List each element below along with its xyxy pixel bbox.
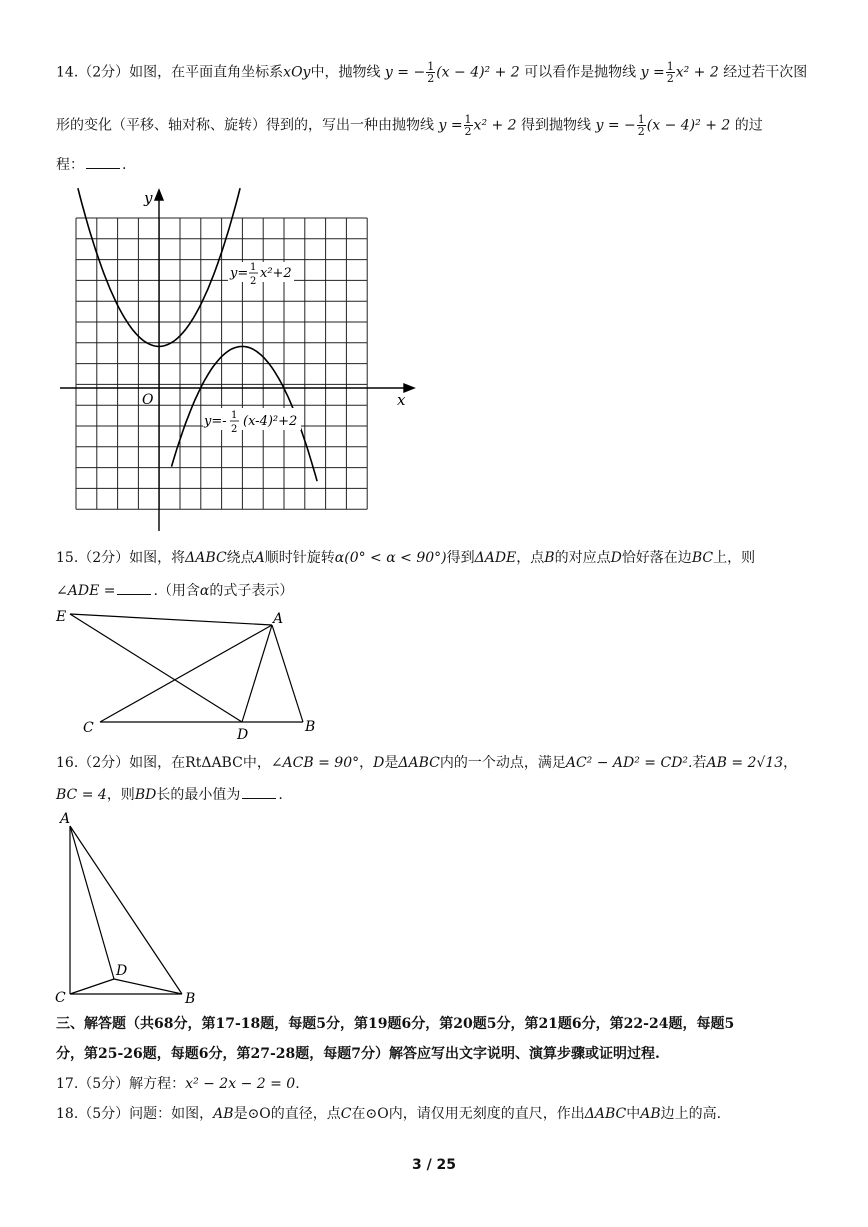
point-C-label: C xyxy=(55,990,66,1006)
q17: 17.（5分）解方程：x² − 2x − 2 = 0. xyxy=(56,1076,300,1092)
q16-triangle-figure xyxy=(50,805,210,1010)
answer-blank xyxy=(86,154,120,169)
origin-label: O xyxy=(142,392,154,408)
y-axis-label: y xyxy=(144,189,153,207)
answer-blank xyxy=(117,580,151,595)
q15-rotation-figure xyxy=(50,600,330,745)
q14-parabola-figure xyxy=(55,185,425,537)
point-D-label: D xyxy=(116,963,128,979)
point-B-label: B xyxy=(185,991,196,1007)
svg-text:y=: y= xyxy=(230,266,249,281)
q16-line2: BC = 4，则BD长的最小值为 . xyxy=(56,784,283,805)
q15-line1: 15.（2分）如图，将ΔABC绕点A顺时针旋转α(0° < α < 90°)得到ΔADE，点B的对应点D恰好落在边BC上，则 xyxy=(56,550,756,566)
x-axis-arrow xyxy=(404,384,414,392)
x-axis-label: x xyxy=(397,391,406,409)
q14-line3: 程： . xyxy=(56,154,126,175)
section3-heading-line1: 三、解答题（共68分，第17-18题，每题5分，第19题6分，第20题5分，第21题6分，第22-24题，每题5 xyxy=(56,1016,735,1032)
svg-text:2: 2 xyxy=(231,424,238,435)
section3-heading-line2: 分，第25-26题，每题6分，第27-28题，每题7分）解答应写出文字说明、演算步骤或证明过程. xyxy=(56,1046,660,1062)
q14-line1: 14.（2分）如图，在平面直角坐标系xOy中，抛物线 y = − $\frac{1}{2}$ (x − 4)² + 2 可以看作是抛物线 y = $\frac{1}{2}$ x² + 2 经过若干次图 xyxy=(56,60,808,85)
point-A-label: A xyxy=(273,611,284,627)
point-C-label: C xyxy=(83,720,94,736)
svg-text:x²+2: x²+2 xyxy=(260,266,292,281)
point-A-label: A xyxy=(60,811,71,827)
q15-line2: ∠ADE = .（用含α的式子表示） xyxy=(56,580,293,601)
q16-line1: 16.（2分）如图，在RtΔABC中，∠ACB = 90°，D是ΔABC内的一个动点，满足AC² − AD² = CD².若AB = 2√13， xyxy=(56,755,798,771)
svg-text:(x-4)²+2: (x-4)²+2 xyxy=(243,414,298,429)
point-E-label: E xyxy=(56,609,67,625)
svg-text:2: 2 xyxy=(250,276,257,287)
point-D-label: D xyxy=(237,727,249,743)
page-number: 3 / 25 xyxy=(411,1157,457,1173)
q14-line2: 形的变化（平移、轴对称、旋转）得到的，写出一种由抛物线 y = $\frac{1}{2}$ x² + 2 得到抛物线 y = − $\frac{1}{2}$ (x − 4)² + 2 的过 xyxy=(56,113,763,138)
q18: 18.（5分）问题：如图，AB是⊙O的直径，点C在⊙O内，请仅用无刻度的直尺，作出ΔABC中AB边上的高. xyxy=(56,1106,722,1122)
answer-blank xyxy=(242,784,276,799)
svg-text:1: 1 xyxy=(231,410,238,421)
y-axis-arrow xyxy=(155,190,163,200)
lower-curve-label xyxy=(203,408,301,435)
point-B-label: B xyxy=(305,719,316,735)
svg-text:y=-: y=- xyxy=(204,414,227,429)
svg-text:1: 1 xyxy=(250,262,257,273)
